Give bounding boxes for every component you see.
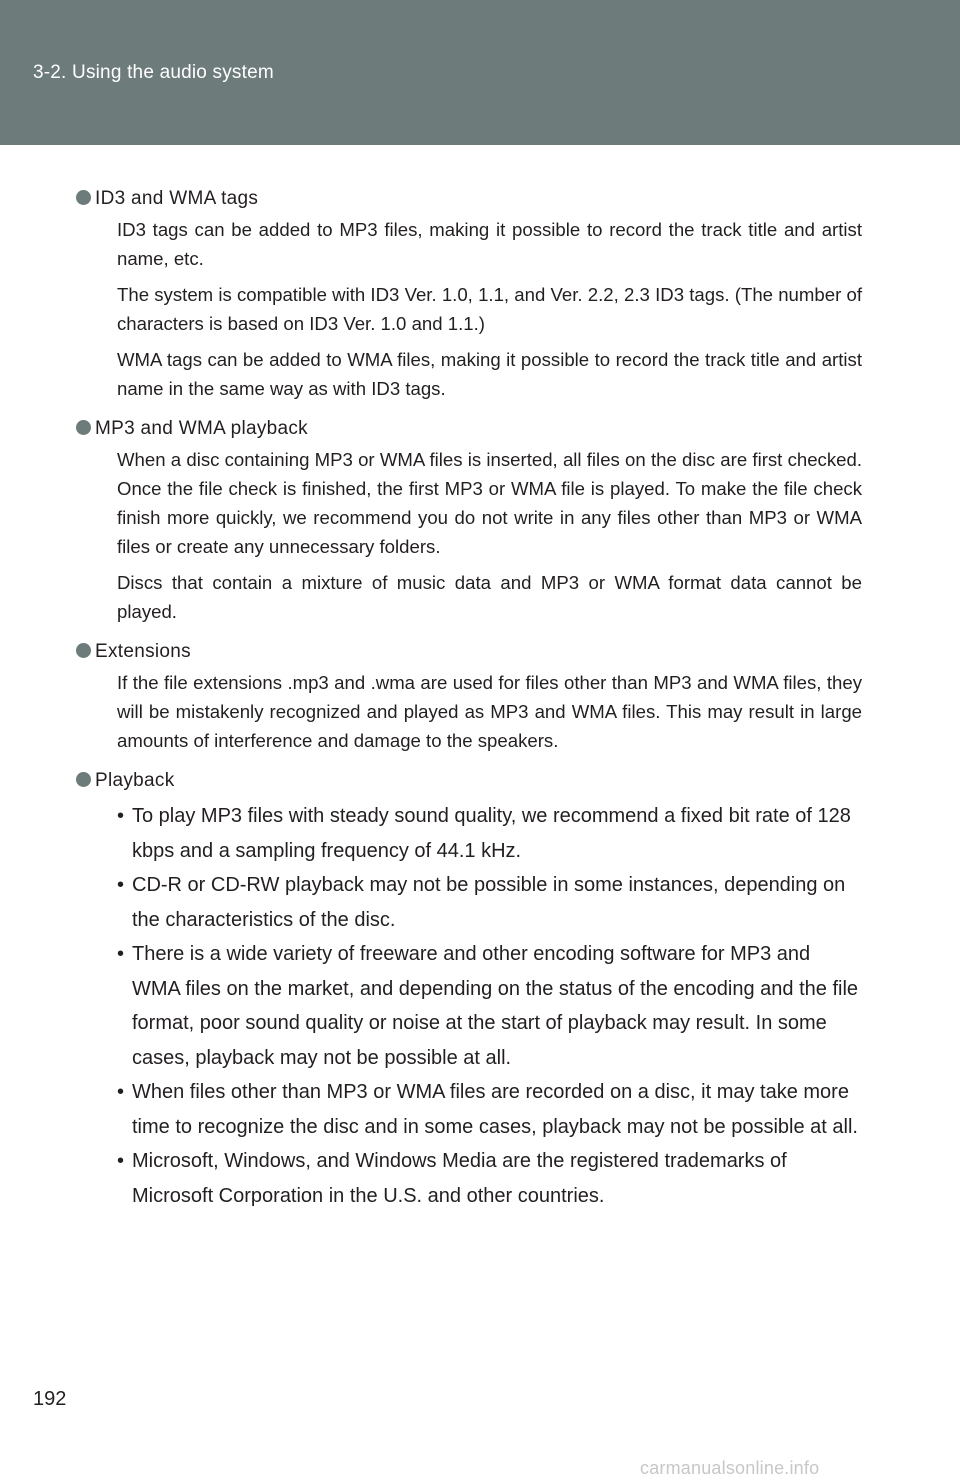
- paragraph: Discs that contain a mixture of music data and MP3 or WMA format data cannot be played.: [117, 572, 862, 622]
- section-heading: [95, 415, 863, 445]
- list-item: [117, 1075, 862, 1144]
- list-item-text: When files other than MP3 or WMA files are recorded on a disc, it may take more time to recognize the disc and in some cases, playback may not be possible at all.: [132, 1081, 858, 1138]
- section-heading: [95, 185, 863, 215]
- circle-bullet-icon: [76, 772, 91, 787]
- heading-label: ID3 and WMA tags: [95, 188, 259, 209]
- list-item: [117, 1144, 862, 1213]
- paragraph: ID3 tags can be added to MP3 files, making it possible to record the track title and artist name, etc.: [117, 219, 862, 269]
- dot-bullet-icon: •: [117, 874, 125, 896]
- section-heading: [95, 638, 863, 668]
- section-heading: [95, 767, 863, 797]
- list-item-text: To play MP3 files with steady sound quality, we recommend a fixed bit rate of 128 kbps and a sampling frequency of 44.1 kHz.: [132, 805, 851, 862]
- circle-bullet-icon: [76, 190, 91, 205]
- list-item-text: There is a wide variety of freeware and other encoding software for MP3 and WMA files on the market, and depending on the status of the encoding and the file format, poor sound quality or noise at the start of playback may result. In some cases, playback may not be possible at all.: [132, 943, 859, 1069]
- list-item: [117, 799, 862, 868]
- paragraph: WMA tags can be added to WMA files, making it possible to record the track title and artist name in the same way as with ID3 tags.: [117, 349, 862, 399]
- section-extensions: [95, 638, 863, 755]
- list-item: [117, 868, 862, 937]
- list-item-text: CD-R or CD-RW playback may not be possible in some instances, depending on the characteristics of the disc.: [132, 874, 846, 931]
- watermark: carmanualsonline.info: [640, 1458, 820, 1478]
- circle-bullet-icon: [76, 643, 91, 658]
- section-id3-wma-tags: [95, 185, 863, 403]
- section-playback: [95, 767, 863, 1213]
- dot-bullet-icon: •: [117, 1081, 125, 1103]
- heading-label: MP3 and WMA playback: [95, 418, 308, 439]
- dot-bullet-icon: •: [117, 805, 125, 827]
- list-item: [117, 937, 862, 1075]
- page-content: [95, 185, 863, 1225]
- paragraph: If the file extensions .mp3 and .wma are used for files other than MP3 and WMA files, they will be mistakenly recognized and played as MP3 and WMA files. This may result in large amounts of interference and damage to the speakers.: [117, 672, 862, 751]
- list-item-text: Microsoft, Windows, and Windows Media are the registered trademarks of Microsoft Corporation in the U.S. and other countries.: [132, 1150, 787, 1207]
- header-band: [0, 0, 960, 145]
- section-mp3-wma-playback: [95, 415, 863, 626]
- section-title: 3-2. Using the audio system: [33, 62, 274, 83]
- playback-bullet-list: [117, 799, 862, 1213]
- paragraph: The system is compatible with ID3 Ver. 1.0, 1.1, and Ver. 2.2, 2.3 ID3 tags. (The number of characters is based on ID3 Ver. 1.0 and 1.1.): [117, 284, 862, 334]
- paragraph: When a disc containing MP3 or WMA files is inserted, all files on the disc are first checked. Once the file check is finished, the first MP3 or WMA file is played. To make the file check finish more quickly, we recommend you do not write in any files other than MP3 or WMA files or create any unnecessary folders.: [117, 449, 862, 557]
- dot-bullet-icon: •: [117, 943, 125, 965]
- circle-bullet-icon: [76, 420, 91, 435]
- page-number: 192: [33, 1388, 67, 1410]
- heading-label: Extensions: [95, 641, 191, 662]
- dot-bullet-icon: •: [117, 1150, 125, 1172]
- heading-label: Playback: [95, 770, 175, 791]
